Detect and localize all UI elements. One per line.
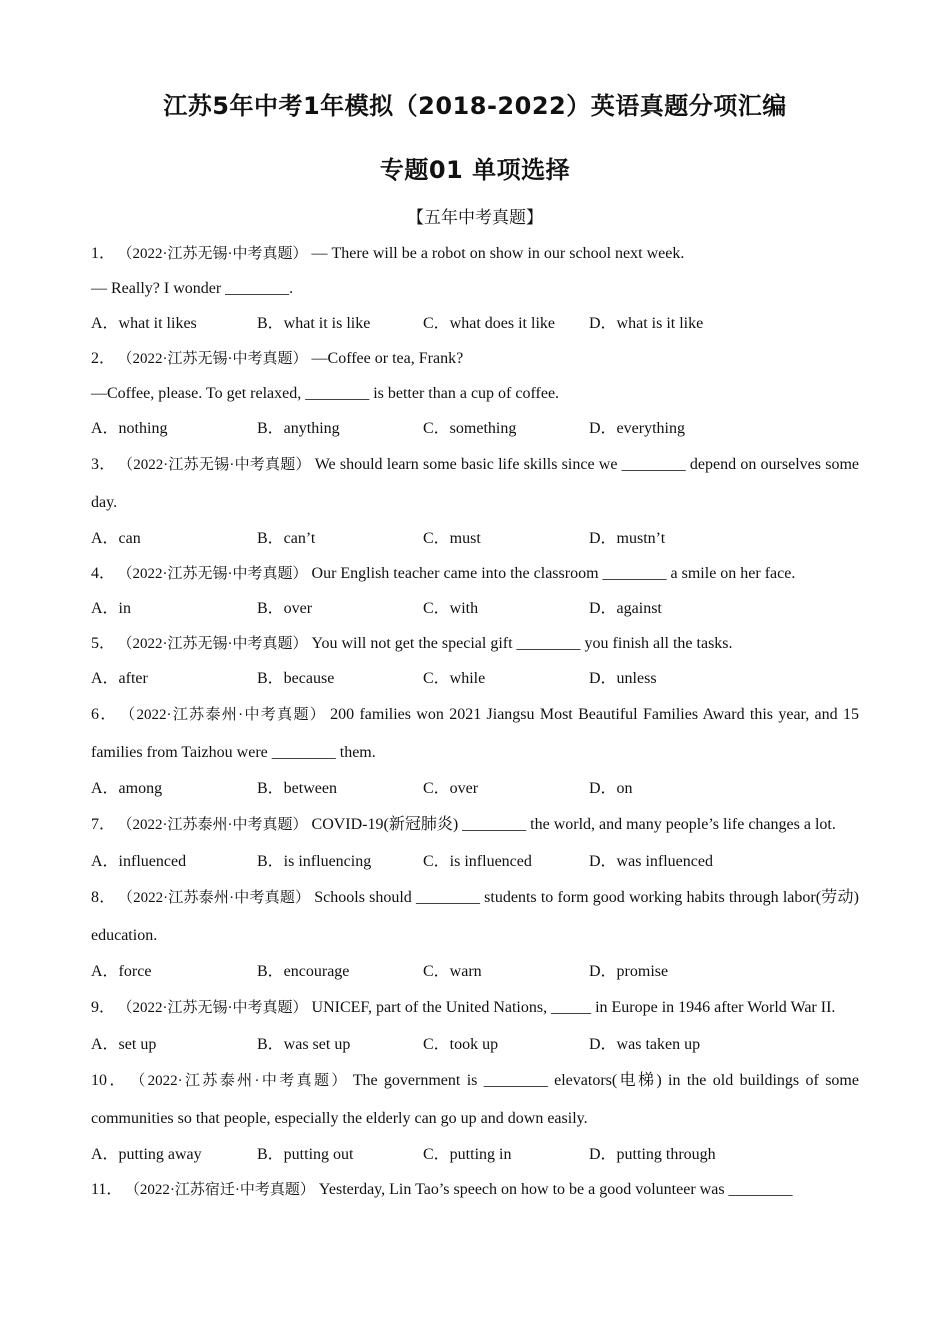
option-a[interactable]: A．in [91, 600, 132, 617]
option-c[interactable]: C．must [423, 530, 481, 547]
option-b[interactable]: B．over [257, 600, 313, 617]
option-c[interactable]: C．while [423, 670, 486, 687]
question-9: 9． （2022·江苏无锡·中考真题） UNICEF, part of the United Nations, _____ in Europe in 1946 after World War II. [91, 999, 836, 1016]
option-d[interactable]: D．on [589, 780, 633, 797]
question-list [91, 236, 859, 1207]
question-3: 3． （2022·江苏无锡·中考真题） We should learn some basic life skills since we ________ depend on ourselves some day. [91, 456, 859, 511]
option-a[interactable]: A．nothing [91, 420, 168, 437]
option-a[interactable]: A．what it likes [91, 315, 197, 332]
option-b[interactable]: B．what it is like [257, 315, 371, 332]
document-title: 江苏5年中考1年模拟（2018-2022）英语真题分项汇编 [163, 92, 787, 120]
option-a[interactable]: A．putting away [91, 1146, 202, 1163]
question-8-options [91, 954, 859, 989]
option-c[interactable]: C．is influenced [423, 853, 532, 870]
option-c[interactable]: C．something [423, 420, 517, 437]
option-a[interactable]: A．set up [91, 1036, 157, 1053]
option-a[interactable]: A．after [91, 670, 148, 687]
option-a[interactable]: A．among [91, 780, 163, 797]
option-d[interactable]: D．unless [589, 670, 657, 687]
option-d[interactable]: D．against [589, 600, 662, 617]
option-d[interactable]: D．was influenced [589, 853, 713, 870]
question-4: 4． （2022·江苏无锡·中考真题） Our English teacher came into the classroom ________ a smile on her face. [91, 565, 796, 582]
question-6: 6． （2022·江苏泰州·中考真题） 200 families won 2021 Jiangsu Most Beautiful Families Award this year, and 15 families from Taizhou were ________ them. [91, 706, 859, 761]
question-6-options [91, 771, 859, 806]
section-label: 【五年中考真题】 [407, 208, 543, 227]
option-d[interactable]: D．promise [589, 963, 669, 980]
option-b[interactable]: B．because [257, 670, 335, 687]
question-1: 1． （2022·江苏无锡·中考真题） — There will be a robot on show in our school next week. [91, 245, 685, 262]
option-a[interactable]: A．can [91, 530, 141, 547]
option-b[interactable]: B．between [257, 780, 337, 797]
option-c[interactable]: C．putting in [423, 1146, 512, 1163]
option-c[interactable]: C．over [423, 780, 479, 797]
question-7: 7． （2022·江苏泰州·中考真题） COVID-19(新冠肺炎) ________ the world, and many people’s life changes a lot. [91, 816, 836, 833]
option-d[interactable]: D．mustn’t [589, 530, 666, 547]
option-b[interactable]: B．can’t [257, 530, 316, 547]
question-2-line2: —Coffee, please. To get relaxed, ________ is better than a cup of coffee. [91, 385, 560, 402]
question-7-options [91, 844, 859, 879]
question-11: 11． （2022·江苏宿迁·中考真题） Yesterday, Lin Tao’s speech on how to be a good volunteer was ________ [91, 1181, 793, 1198]
option-b[interactable]: B．anything [257, 420, 340, 437]
option-c[interactable]: C．took up [423, 1036, 499, 1053]
option-b[interactable]: B．putting out [257, 1146, 354, 1163]
option-d[interactable]: D．everything [589, 420, 685, 437]
question-2-options [91, 411, 859, 446]
question-10: 10． （2022·江苏泰州·中考真题） The government is ________ elevators(电梯) in the old buildings of some communities so that people, especially the elderly can go up and down easily. [91, 1072, 859, 1127]
option-d[interactable]: D．what is it like [589, 315, 704, 332]
option-a[interactable]: A．influenced [91, 853, 187, 870]
option-a[interactable]: A．force [91, 963, 152, 980]
question-9-options [91, 1027, 859, 1062]
question-1-line2: — Really? I wonder ________. [91, 280, 294, 297]
option-b[interactable]: B．is influencing [257, 853, 372, 870]
option-d[interactable]: D．putting through [589, 1146, 716, 1163]
option-b[interactable]: B．encourage [257, 963, 350, 980]
question-3-options [91, 521, 859, 556]
question-4-options [91, 591, 859, 626]
option-d[interactable]: D．was taken up [589, 1036, 701, 1053]
question-8: 8． （2022·江苏泰州·中考真题） Schools should ________ students to form good working habits through labor(劳动) education. [91, 889, 859, 944]
question-5: 5． （2022·江苏无锡·中考真题） You will not get the special gift ________ you finish all the tasks. [91, 635, 733, 652]
option-c[interactable]: C．warn [423, 963, 482, 980]
document-subtitle: 专题01 单项选择 [379, 156, 571, 184]
option-c[interactable]: C．with [423, 600, 479, 617]
question-10-options [91, 1137, 859, 1172]
option-b[interactable]: B．was set up [257, 1036, 351, 1053]
option-c[interactable]: C．what does it like [423, 315, 555, 332]
question-1-options [91, 306, 859, 341]
question-2: 2． （2022·江苏无锡·中考真题） —Coffee or tea, Frank? [91, 350, 464, 367]
question-5-options [91, 661, 859, 696]
